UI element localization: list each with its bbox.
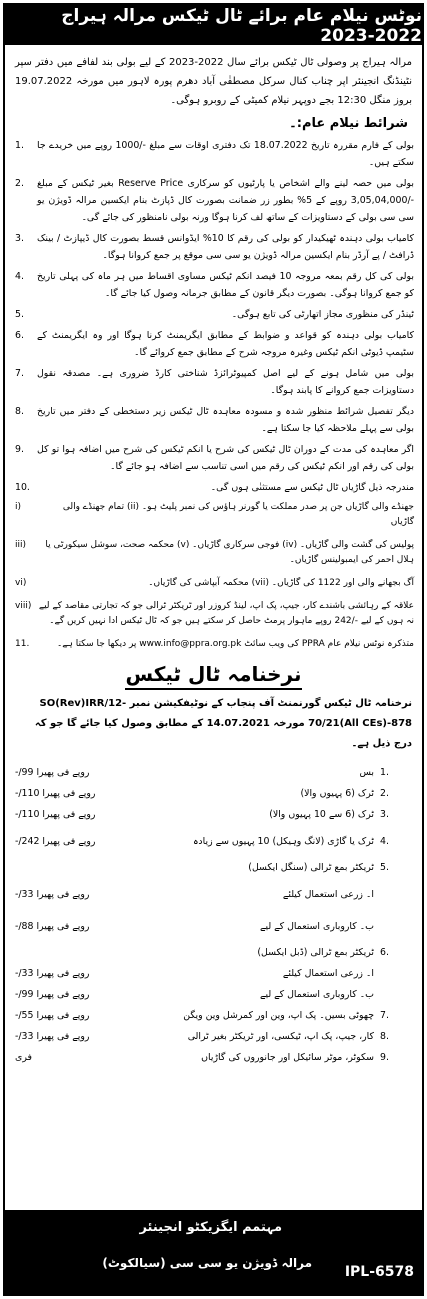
exemption-number: 11. [15,639,30,649]
condition-text: ٹینڈر کی منظوری مجاز اتھارٹی کی تابع ہوگی۔ [231,309,414,320]
ipl-number: IPL-6578 [344,1264,414,1280]
condition-item [15,403,414,437]
condition-text: کامیاب بولی دہندہ ٹھیکیدار کو بولی کی رقم کا 10% ایڈوانس قسط بصورت کال ڈیپازٹ / بینک ڈرافٹ / پے آرڈر بنام ایکسین مرالہ ڈویژن یو سی سی موقع پر جمع کروانا ہوگا۔ [37,233,414,261]
condition-item [15,441,414,475]
rate-row [15,1005,414,1026]
rate-description: ٹریکٹر بمع ٹرالی (ڈبل ایکسل) [257,947,374,958]
condition-item [15,479,414,496]
rate-description: ٹرک (6 پہیوں والا) [300,788,374,799]
condition-number: 2. [15,178,24,189]
condition-number: 10. [15,482,30,493]
signatory-designation: مہتمم ایگزیکٹو انجینئر [139,1220,282,1235]
exemption-text: علاقہ کے رہائشی باشندے کار، جیپ، پک اپ، لینڈ کروزر اور ٹریکٹر ٹرالی جو کہ تجارتی مقاصد کے لیے نہ ہوں کے لیے -/242 روپے ماہوار پرمٹ حاصل کر سکتے ہیں جو کہ ٹال ٹیکس ادا نہیں کریں گے۔ [38,601,414,626]
rate-description: سکوٹر، موٹر سائیکل اور جانوروں کی گاڑیاں [201,1052,374,1063]
condition-number: 6. [15,330,24,341]
exemption-item [15,637,414,652]
condition-number: 9. [15,444,24,455]
rate-number: 1. [380,767,389,778]
condition-item [15,306,414,323]
condition-text: بولی کی کل رقم بمعہ مروجہ 10 فیصد انکم ٹیکس مساوی اقساط میں ہر ماہ کی پہلی تاریخ کو جمع کروانا ہوگی۔ بصورت دیگر قانون کے مطابق جرمانہ وصول کیا جائے گا۔ [37,271,414,299]
notice-footer [5,1210,422,1294]
conditions-list [5,137,422,496]
rate-row [15,857,414,878]
rate-amount: -/33 روپے فی پھیرا [15,888,90,900]
rate-amount: -/110 روپے فی پھیرا [15,809,96,820]
rate-number: 9. [380,1052,389,1063]
intro-paragraph: مرالہ ہیراج پر وصولی ٹال ٹیکس برائے سال 2022-2023 کے لیے بولی بند لفافے میں دفتر سپر نٹینڈنگ انجینئر اپر چناب کنال سرکل مصطفٰی آباد دھرم پورہ لاہور میں مورخہ 19.07.2022 بروز منگل 12:30 بجے دوپہر نیلام کمیٹی کے روبرو ہوگی۔ [15,57,412,106]
rate-number: 8. [380,1031,389,1042]
condition-item [15,230,414,264]
rate-description: ٹرک (6 سے 10 پہیوں والا) [269,809,374,820]
signatory-office: مرالہ ڈویژن یو سی سی (سیالکوٹ) [102,1256,312,1270]
rate-amount: فری [15,1052,32,1063]
rate-amount: -/99 روپے فی پھیرا [15,989,90,1000]
notice-page [3,3,424,1296]
exemption-text: جھنڈے والی گاڑیاں جن پر صدر مملکت یا گورنر ہاؤس کی نمبر پلیٹ ہو۔ (ii) تمام جھنڈے والی گاڑیاں [62,502,414,527]
exemption-text: آگ بجھانے والی اور 1122 کی گاڑیاں۔ (vii) محکمہ آبپاشی کی گاڑیاں۔ [148,578,414,588]
condition-text: بولی میں حصہ لینے والے اشخاص یا پارٹیوں کو سرکاری Reserve Price بغیر ٹیکس کے مبلغ -/3,05,04,000 روپے کے 5% بطور زر ضمانت بصورت کال ڈپازٹ بنام ایکسین مرالہ ڈویژن یو سی سی بولی کے دستاویزات کے ساتھ لف کرنا ہوگا ورنہ بولی نامنظور کی جائے گی۔ [37,178,414,223]
rate-number: 4. [380,835,389,847]
rate-row [15,984,414,1005]
condition-number: 4. [15,271,24,282]
rate-description: ٹریکٹر بمع ٹرالی (سنگل ایکسل) [248,862,374,873]
condition-number: 5. [15,309,24,320]
condition-number: 8. [15,406,24,417]
exemption-number: vi) [15,578,27,588]
exemption-item [15,599,414,629]
rate-amount: -/99 روپے فی پھیرا [15,767,90,778]
rate-description: چھوٹی بسیں۔ پک اپ، وین اور کمرشل وین ویگن [183,1010,374,1021]
condition-number: 3. [15,233,24,244]
condition-text: کامیاب بولی دہندہ کو قواعد و ضوابط کے مطابق ایگریمنٹ کرنا ہوگا اور وہ ایگریمنٹ کے سٹیمپ ڈیوٹی انکم ٹیکس وغیرہ مروجہ شرح کے مطابق جمع کروائے گا۔ [37,330,414,358]
rate-description: ا۔ زرعی استعمال کیلئے [282,968,374,979]
rate-row [15,963,414,984]
toll-rates-heading [5,662,422,686]
rate-number: 7. [380,1010,389,1021]
condition-text: اگر معاہدہ کی مدت کے دوران ٹال ٹیکس کی شرح یا انکم ٹیکس کی شرح میں اضافہ ہوا تو کل بولی کی رقم اور انکم ٹیکس کی رقم میں اسی تناسب سے اضافہ ہو جائے گا۔ [37,444,414,472]
notice-title [5,5,422,45]
condition-text: بولی کے فارم مقررہ تاریخ 18.07.2022 تک دفتری اوقات سے مبلغ -/1000 روپے میں خریدے جا سکتے ہیں۔ [37,140,414,168]
rate-row [15,804,414,825]
exemption-item [15,500,414,530]
rate-number: 6. [380,947,389,958]
exemption-number: iii) [15,540,27,550]
rate-row [15,1026,414,1047]
condition-item [15,175,414,226]
condition-text: مندرجہ ذیل گاڑیاں ٹال ٹیکس سے مستثنٰی ہوں گی۔ [210,482,414,493]
rate-amount: -/55 روپے فی پھیرا [15,1010,90,1021]
condition-item [15,365,414,399]
rate-description: ا۔ زرعی استعمال کیلئے [282,888,374,900]
condition-number: 1. [15,140,24,151]
condition-item [15,327,414,361]
rate-description: بس [359,767,374,778]
rate-row [15,910,414,942]
exemptions-list [5,500,422,652]
rate-number: 3. [380,809,389,820]
rate-description: ٹرک یا گاڑی (لانگ وہیکل) 10 پہیوں سے زیادہ [192,835,374,847]
rate-description: کار، جیپ، پک اپ، ٹیکسی، اور ٹریکٹر بغیر ٹرالی [187,1031,374,1042]
condition-text: دیگر تفصیل شرائط منظور شدہ و مسودہ معاہدہ ٹال ٹیکس زیر دستخطی کے دفتر میں تاریخ بولی سے پہلے ملاحظہ کیا جا سکتا ہے۔ [37,406,414,434]
exemption-text: پولیس کی گشت والی گاڑیاں۔ (iv) فوجی سرکاری گاڑیاں۔ (v) محکمہ صحت، سوشل سیکورٹی یا ہلال احمر کی ایمبولینس گاڑیاں۔ [45,540,414,565]
rate-amount: -/242 روپے فی پھیرا [15,835,96,847]
rate-description: ب۔ کاروباری استعمال کے لیے [260,989,374,1000]
rate-row [15,783,414,804]
rate-row [15,825,414,857]
condition-item [15,268,414,302]
rate-row [15,762,414,783]
rate-row [15,1047,414,1068]
rate-row [15,942,414,963]
exemption-number: viii) [15,601,32,611]
rate-row [15,878,414,910]
condition-number: 7. [15,368,24,379]
conditions-heading: شرائط نیلام عام:۔ [289,116,408,131]
notification-text: نرخنامہ ٹال ٹیکس گورنمنٹ آف پنجاب کے نوٹیفکیشن نمبر SO(Rev)IRR/12-70/21(All CEs)-878 مورخہ 14.07.2021 کے مطابق وصول کیا جائے گا جو کہ درج ذیل ہے۔ [34,698,412,749]
notice-title-text: نوٹس نیلام عام برائے ٹال ٹیکس مرالہ ہیراج 2022-2023 [61,5,422,46]
rate-description: ب۔ کاروباری استعمال کے لیے [260,920,374,932]
exemption-item [15,576,414,591]
exemption-text: متذکرہ نوٹس نیلام عام PPRA کی ویب سائٹ www.info@ppra.org.pk پر دیکھا جا سکتا ہے۔ [57,639,414,649]
toll-rates-heading-text: نرخنامہ ٹال ٹیکس [125,662,301,690]
rate-amount: -/33 روپے فی پھیرا [15,1031,90,1042]
exemption-item [15,538,414,568]
rate-number: 2. [380,788,389,799]
rate-amount: -/88 روپے فی پھیرا [15,920,90,932]
rate-number: 5. [380,862,389,873]
condition-item [15,137,414,171]
rate-amount: -/110 روپے فی پھیرا [15,788,96,799]
rate-amount: -/33 روپے فی پھیرا [15,968,90,979]
exemption-number: i) [15,502,22,512]
rates-table [5,762,422,1068]
condition-text: بولی میں شامل ہونے کے لیے اصل کمپیوٹرائزڈ شناختی کارڈ ضروری ہے۔ مصدقہ نقول دستاویزات جمع کروانے کا پابند ہوگا۔ [37,368,414,396]
